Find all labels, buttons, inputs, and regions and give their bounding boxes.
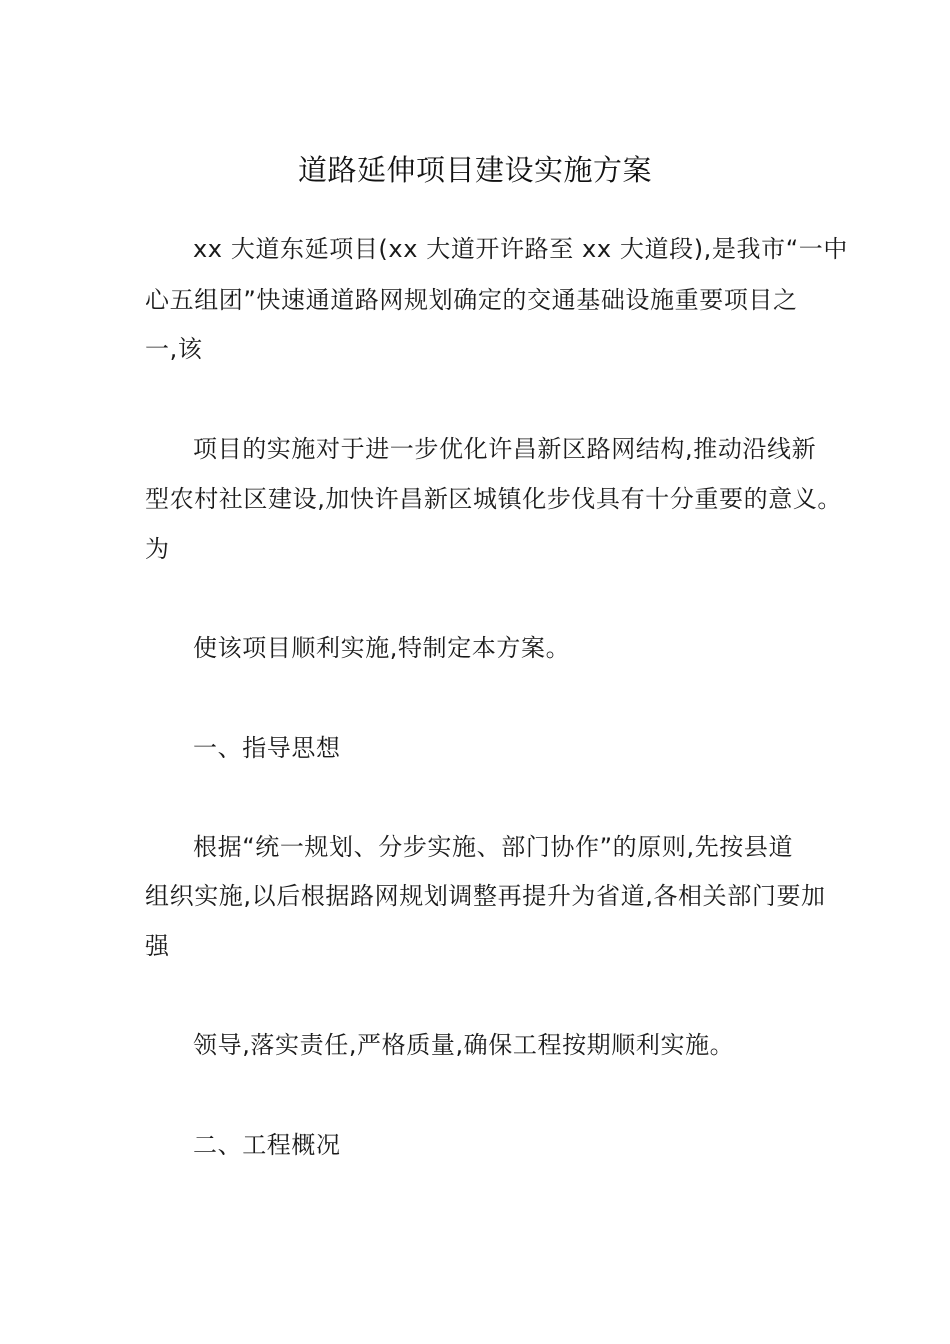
- section-heading-2: 二、工程概况: [193, 1131, 341, 1159]
- section-heading-1: 一、指导思想: [193, 734, 341, 762]
- paragraph-2-line-2: 型农村社区建设,加快许昌新区城镇化步伐具有十分重要的意义。: [145, 485, 843, 513]
- paragraph-5-line-1: 领导,落实责任,严格质量,确保工程按期顺利实施。: [193, 1031, 735, 1059]
- paragraph-4-line-1: 根据“统一规划、分步实施、部门协作”的原则,先按县道: [193, 833, 794, 861]
- paragraph-4-line-2: 组织实施,以后根据路网规划调整再提升为省道,各相关部门要加: [145, 882, 826, 910]
- paragraph-1-line-2: 心五组团”快速通道路网规划确定的交通基础设施重要项目之: [145, 286, 798, 314]
- paragraph-2-line-3: 为: [145, 535, 170, 563]
- paragraph-1-line-1: xx 大道东延项目(xx 大道开许路至 xx 大道段),是我市“一中: [193, 235, 848, 263]
- paragraph-1-line-3: 一,该: [145, 335, 203, 363]
- document-title: 道路延伸项目建设实施方案: [297, 153, 652, 188]
- paragraph-4-line-3: 强: [145, 932, 170, 960]
- paragraph-2-line-1: 项目的实施对于进一步优化许昌新区路网结构,推动沿线新: [193, 435, 817, 463]
- paragraph-3-line-1: 使该项目顺利实施,特制定本方案。: [193, 634, 571, 662]
